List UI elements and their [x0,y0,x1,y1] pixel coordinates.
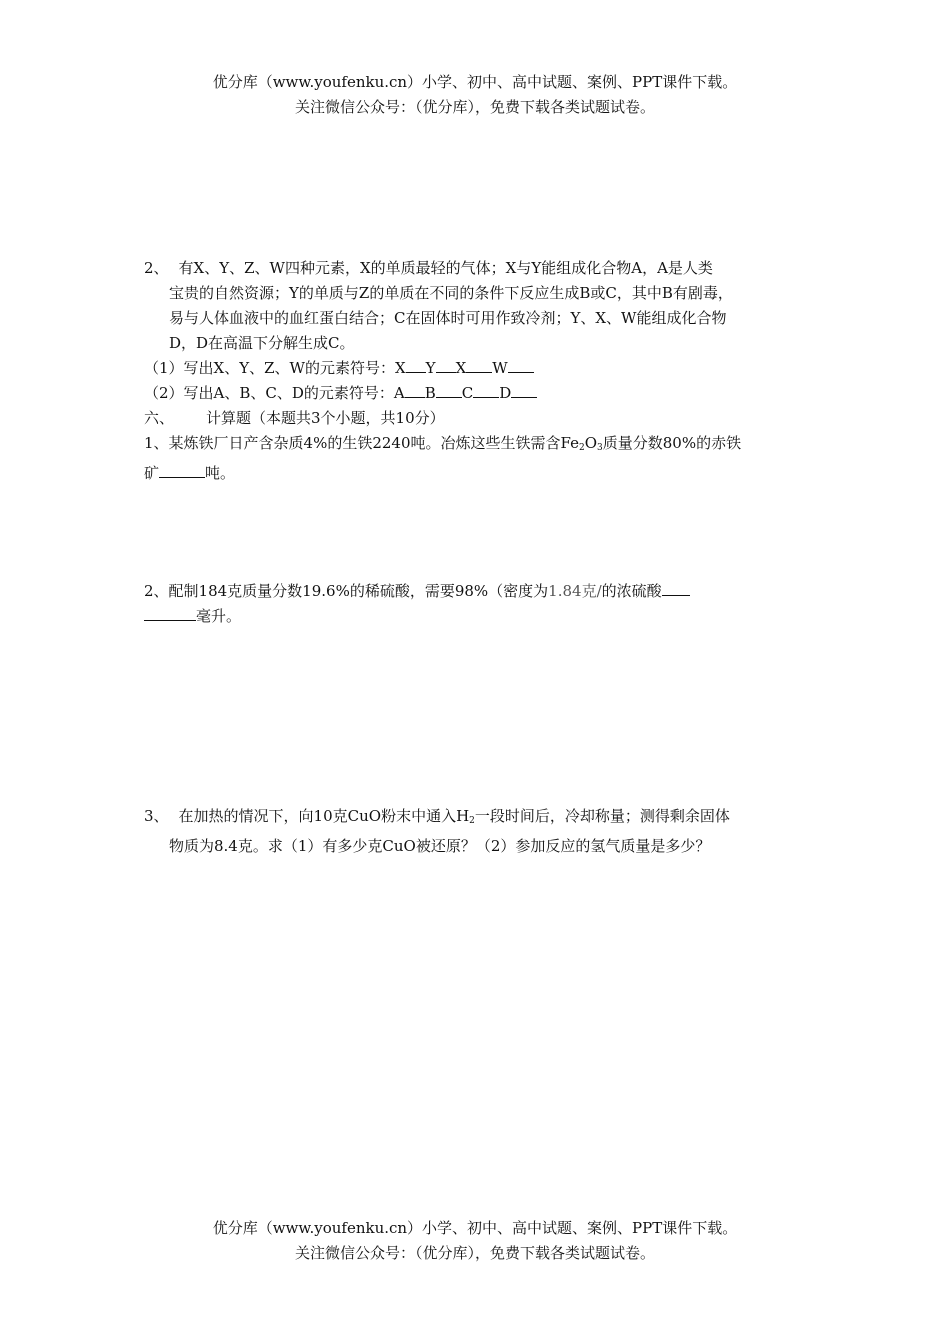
calc-1-ore-label: 矿 [144,464,160,482]
answer-blank-d[interactable] [511,383,537,398]
calc-2-slash: / [596,582,602,600]
calc-3-number: 3、 [144,807,169,825]
question-2-line-1: 有X、Y、Z、W四种元素，X的单质最轻的气体；X与Y能组成化合物A，A是人类 [178,259,713,277]
label-x: X [455,359,467,377]
calc-1-text-o: O [584,434,598,452]
answer-blank-volume-part-1[interactable] [662,581,690,596]
answer-blank-w[interactable] [508,358,534,373]
answer-blank-z[interactable] [466,358,492,373]
calc-1-subscript-2: 2 [578,443,585,453]
question-2-line-3: 易与人体血液中的血红蛋白结合；C在固体时可用作致冷剂；Y、X、W能组成化合物 [169,309,727,327]
answer-blank-y[interactable] [436,358,456,373]
label-y: Y [425,359,436,377]
calc-1-text-c: 质量分数80%的赤铁 [602,434,742,452]
calc-1-unit: 吨。 [205,464,236,482]
calc-2-text-c: 的浓硫酸 [601,582,662,600]
answer-blank-a[interactable] [405,383,425,398]
calc-3-line-2: 物质为8.4克。求（1）有多少克CuO被还原？（2）参加反应的氢气质量是多少？ [169,837,711,855]
calc-3-text-a: 在加热的情况下，向10克CuO粉末中通入H [178,807,470,825]
section-6-number: 六、 [144,409,175,427]
section-6-title: 计算题（本题共3个小题，共10分） [206,409,445,427]
calc-2-density: 1.84克 [548,582,597,600]
answer-blank-ore-tonnes[interactable] [159,463,205,478]
question-2-element-inference [144,256,824,486]
label-w: W [492,359,508,377]
calc-2-text-a: 2、配制184克质量分数19.6%的稀硫酸，需要98%（密度为 [144,582,549,600]
calc-2-unit: 毫升。 [196,607,242,625]
header-line-2: 关注微信公众号：（优分库），免费下载各类试题试卷。 [294,98,655,116]
calc-question-3 [144,804,824,859]
section-6-heading [144,406,824,431]
calc-question-1-line-1 [144,431,824,461]
calc-1-text-a: 1、某炼铁厂日产含杂质4%的生铁2240吨。冶炼这些生铁需含Fe [144,434,579,452]
question-2-line-2: 宝贵的自然资源；Y的单质与Z的单质在不同的条件下反应生成B或C，其中B有剧毒， [169,284,733,302]
calc-3-text-b: 一段时间后，冷却称量；测得剩余固体 [474,807,730,825]
answer-blank-b[interactable] [436,383,462,398]
label-b: B [424,384,436,402]
calc-1-subscript-3: 3 [597,443,603,453]
answer-blank-c[interactable] [473,383,499,398]
label-c: C [461,384,474,402]
answer-blank-volume-part-2[interactable] [144,606,196,621]
question-2-subquestion-1 [144,356,824,381]
answer-blank-x[interactable] [406,358,426,373]
question-2-subquestion-2 [144,381,824,406]
label-d: D [499,384,512,402]
page-footer [0,1216,950,1266]
page-header [0,70,950,120]
calc-question-2 [144,579,824,629]
footer-line-2: 关注微信公众号：（优分库），免费下载各类试题试卷。 [294,1244,655,1262]
header-line-1: 优分库（www.youfenku.cn）小学、初中、高中试题、案例、PPT课件下载。 [212,73,738,91]
footer-line-1: 优分库（www.youfenku.cn）小学、初中、高中试题、案例、PPT课件下载。 [212,1219,738,1237]
calc-3-subscript-2: 2 [469,816,475,826]
calc-question-1-line-2 [144,461,824,486]
question-2-number: 2、 [144,259,169,277]
subquestion-1-prompt: （1）写出X、Y、Z、W的元素符号：X [144,359,406,377]
subquestion-2-prompt: （2）写出A、B、C、D的元素符号：A [144,384,405,402]
question-2-line-4: D，D在高温下分解生成C。 [169,334,355,352]
